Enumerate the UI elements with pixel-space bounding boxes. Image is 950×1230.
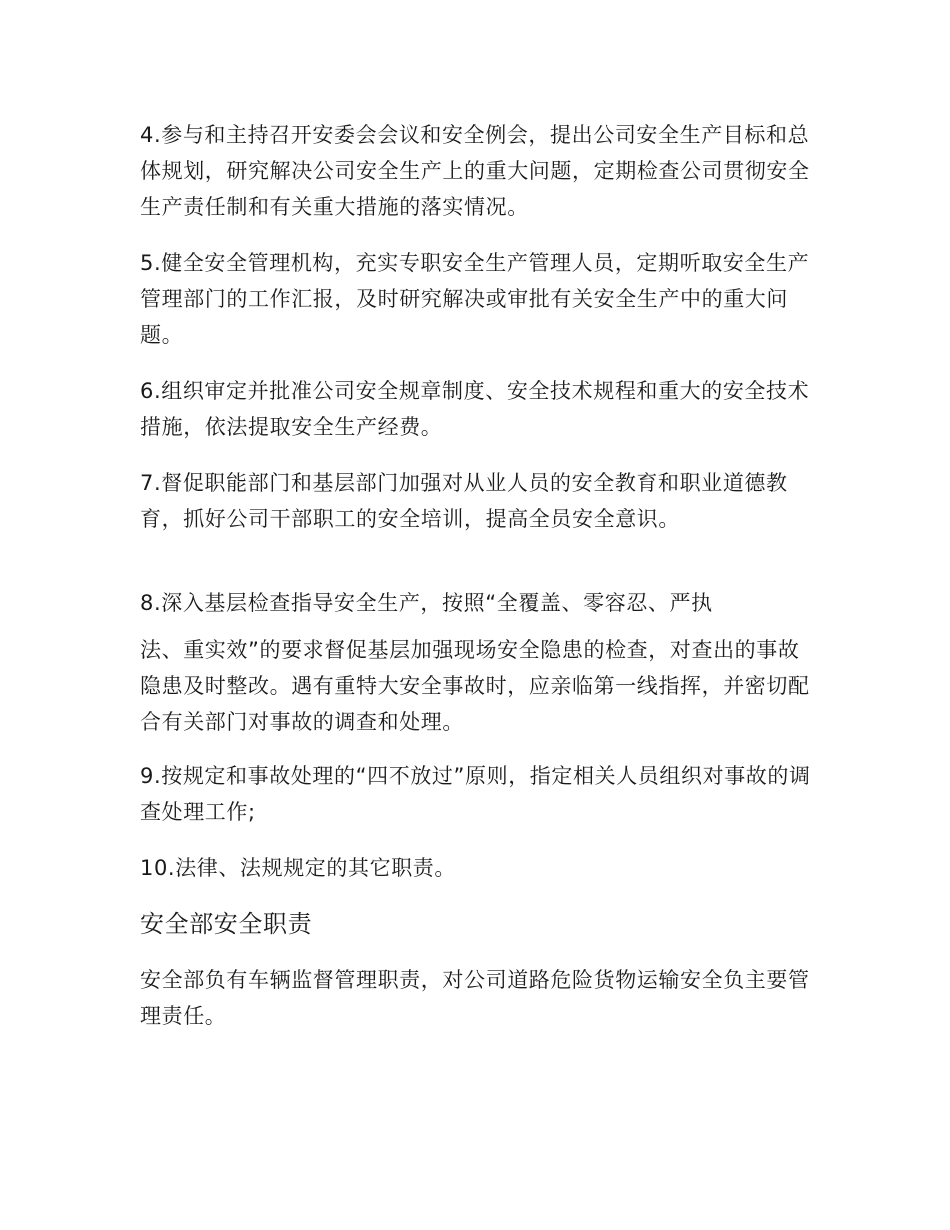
- section-paragraph: 安全部负有车辆监督管理职责，对公司道路危险货物运输安全负主要管理责任。: [140, 968, 810, 1028]
- section-heading: 安全部安全职责: [140, 910, 313, 938]
- paragraph-item-9: 9.按规定和事故处理的“四不放过”原则，指定相关人员组织对事故的调查处理工作;: [140, 764, 811, 824]
- paragraph-item-8-line-1: 8.深入基层检查指导安全生产，按照“全覆盖、零容忍、严执: [140, 591, 713, 615]
- paragraph-item-7: 7.督促职能部门和基层部门加强对从业人员的安全教育和职业道德教育，抓好公司干部职工的安全培训，提高全员安全意识。: [140, 471, 788, 531]
- paragraph-item-4: 4.参与和主持召开安委会会议和安全例会，提出公司安全生产目标和总体规划，研究解决公司安全生产上的重大问题，定期检查公司贯彻安全生产责任制和有关重大措施的落实情况。: [140, 123, 810, 219]
- paragraph-item-6: 6.组织审定并批准公司安全规章制度、安全技术规程和重大的安全技术措施，依法提取安全生产经费。: [140, 379, 810, 439]
- paragraph-item-8-continued: 法、重实效”的要求督促基层加强现场安全隐患的检查，对查出的事故隐患及时整改。遇有重特大安全事故时，应亲临第一线指挥，并密切配合有关部门对事故的调查和处理。: [140, 638, 810, 734]
- paragraph-item-10: 10.法律、法规规定的其它职责。: [140, 856, 456, 880]
- document-body: [140, 117, 820, 1034]
- paragraph-item-5: 5.健全安全管理机构，充实专职安全生产管理人员，定期听取安全生产管理部门的工作汇报，及时研究解决或审批有关安全生产中的重大问题。: [140, 251, 810, 347]
